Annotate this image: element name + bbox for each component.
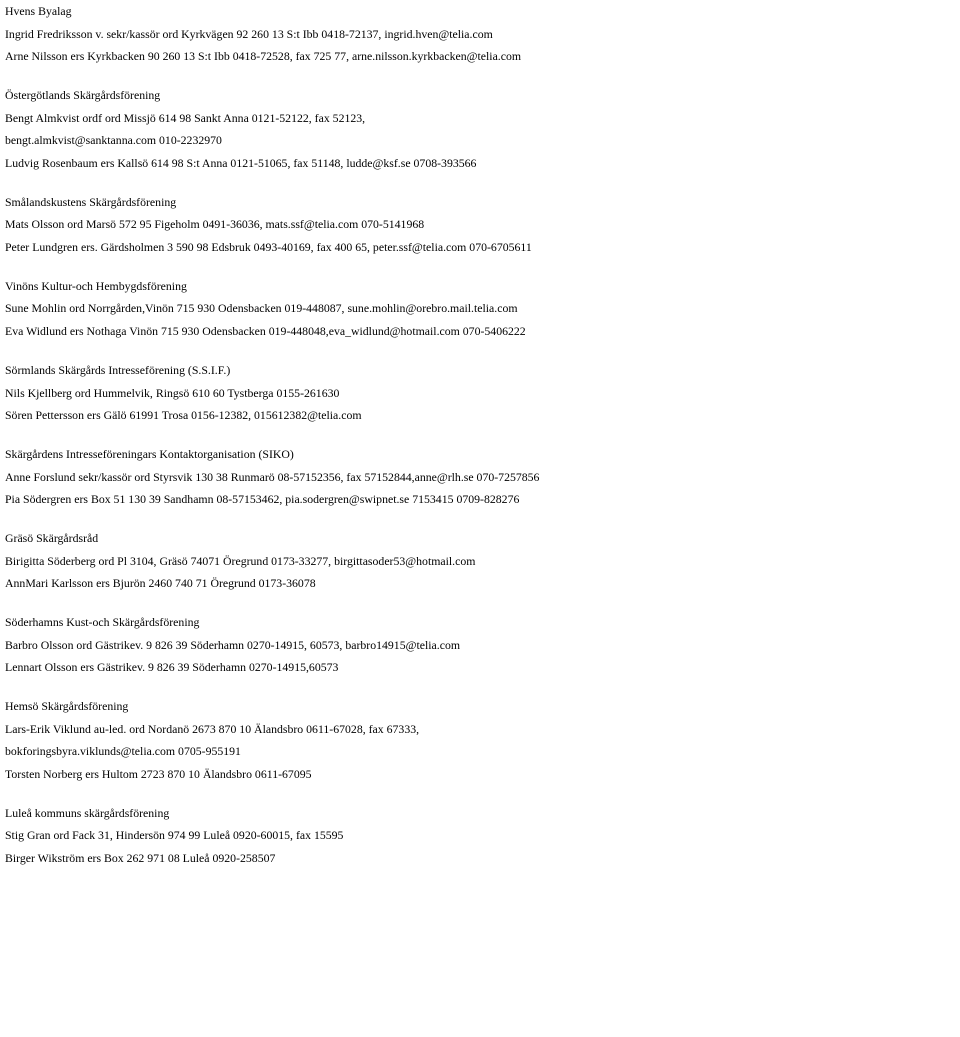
organization-section bbox=[5, 695, 957, 785]
organization-section bbox=[5, 611, 957, 679]
organization-name: Söderhamns Kust-och Skärgårdsförening bbox=[5, 615, 200, 630]
contact-line: AnnMari Karlsson ers Bjurön 2460 740 71 Öregrund 0173-36078 bbox=[5, 576, 316, 591]
contact-line: Arne Nilsson ers Kyrkbacken 90 260 13 S:t Ibb 0418-72528, fax 725 77, arne.nilsson.kyrkbacken@telia.com bbox=[5, 49, 522, 64]
organization-section bbox=[5, 0, 957, 68]
organization-name: Luleå kommuns skärgårdsförening bbox=[5, 805, 170, 820]
organization-name: Sörmlands Skärgårds Intresseförening (S.S.I.F.) bbox=[5, 362, 231, 377]
organization-section bbox=[5, 802, 957, 870]
organization-section bbox=[5, 443, 957, 511]
organization-name: Östergötlands Skärgårdsförening bbox=[5, 88, 161, 103]
organization-name: Gräsö Skärgårdsråd bbox=[5, 531, 99, 546]
organization-section bbox=[5, 191, 957, 259]
contact-line: Lennart Olsson ers Gästrikev. 9 826 39 Söderhamn 0270-14915,60573 bbox=[5, 660, 339, 675]
document-body bbox=[5, 0, 957, 870]
contact-line: Torsten Norberg ers Hultom 2723 870 10 Älandsbro 0611-67095 bbox=[5, 767, 312, 781]
organization-section bbox=[5, 359, 957, 427]
organization-name: Hvens Byalag bbox=[5, 4, 72, 18]
contact-line: Anne Forslund sekr/kassör ord Styrsvik 130 38 Runmarö 08-57152356, fax 57152844,anne@rlh.se 070-7257856 bbox=[5, 469, 540, 484]
contact-line: Nils Kjellberg ord Hummelvik, Ringsö 610 60 Tystberga 0155-261630 bbox=[5, 385, 340, 400]
organization-name: Hemsö Skärgårdsförening bbox=[5, 699, 129, 714]
contact-line: Pia Södergren ers Box 51 130 39 Sandhamn 08-57153462, pia.sodergren@swipnet.se 7153415 0709-828276 bbox=[5, 492, 520, 507]
contact-line: Sören Pettersson ers Gälö 61991 Trosa 0156-12382, 015612382@telia.com bbox=[5, 408, 362, 423]
contact-line: bengt.almkvist@sanktanna.com 010-2232970 bbox=[5, 133, 222, 148]
contact-line: Birger Wikström ers Box 262 971 08 Luleå 0920-258507 bbox=[5, 851, 276, 866]
contact-line: Lars-Erik Viklund au-led. ord Nordanö 2673 870 10 Älandsbro 0611-67028, fax 67333, bbox=[5, 721, 420, 736]
organization-name: Smålandskustens Skärgårdsförening bbox=[5, 194, 177, 209]
contact-line: Peter Lundgren ers. Gärdsholmen 3 590 98 Edsbruk 0493-40169, fax 400 65, peter.ssf@telia.com 070-6705611 bbox=[5, 239, 532, 254]
organization-section bbox=[5, 275, 957, 343]
contact-line: Stig Gran ord Fack 31, Hindersön 974 99 Luleå 0920-60015, fax 15595 bbox=[5, 828, 344, 843]
contact-line: Ludvig Rosenbaum ers Kallsö 614 98 S:t Anna 0121-51065, fax 51148, ludde@ksf.se 0708-393566 bbox=[5, 155, 477, 170]
contact-line: Ingrid Fredriksson v. sekr/kassör ord Kyrkvägen 92 260 13 S:t Ibb 0418-72137, ingrid.hven@telia.com bbox=[5, 26, 493, 41]
organization-name: Vinöns Kultur-och Hembygdsförening bbox=[5, 278, 187, 293]
contact-line: Eva Widlund ers Nothaga Vinön 715 930 Odensbacken 019-448048,eva_widlund@hotmail.com 070-5406222 bbox=[5, 324, 526, 339]
contact-line: Bengt Almkvist ordf ord Missjö 614 98 Sankt Anna 0121-52122, fax 52123, bbox=[5, 110, 366, 125]
contact-line: Barbro Olsson ord Gästrikev. 9 826 39 Söderhamn 0270-14915, 60573, barbro14915@telia.com bbox=[5, 637, 461, 652]
contact-line: Birigitta Söderberg ord Pl 3104, Gräsö 74071 Öregrund 0173-33277, birgittasoder53@hotmail.com bbox=[5, 553, 476, 568]
contact-line: bokforingsbyra.viklunds@telia.com 0705-955191 bbox=[5, 744, 241, 759]
organization-section bbox=[5, 84, 957, 174]
contact-line: Sune Mohlin ord Norrgården,Vinön 715 930 Odensbacken 019-448087, sune.mohlin@orebro.mail.telia.com bbox=[5, 301, 518, 316]
organization-name: Skärgårdens Intresseföreningars Kontaktorganisation (SIKO) bbox=[5, 446, 294, 461]
organization-section bbox=[5, 527, 957, 595]
contact-line: Mats Olsson ord Marsö 572 95 Figeholm 0491-36036, mats.ssf@telia.com 070-5141968 bbox=[5, 217, 425, 232]
